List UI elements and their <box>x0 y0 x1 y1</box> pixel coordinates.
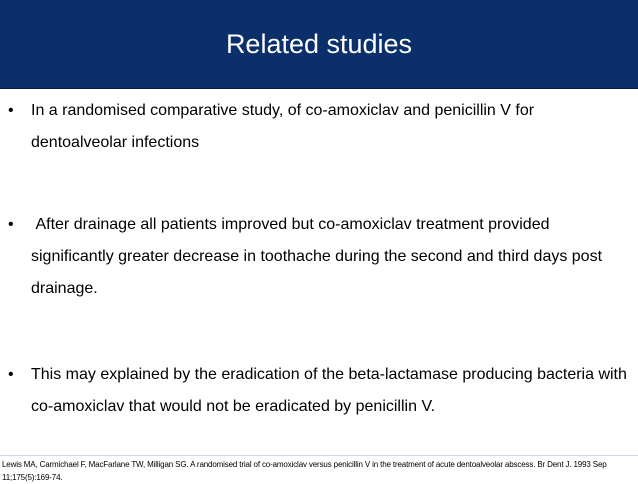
bullet-text: In a randomised comparative study, of co-amoxiclav and penicillin V for dentoalveolar infections <box>31 102 535 151</box>
title-bar <box>0 0 638 89</box>
bullet-marker: • <box>8 216 14 233</box>
bullet-text: This may explained by the eradication of the beta-lactamase producing bacteria with co-amoxiclav that would not be eradicated by penicillin V. <box>31 366 627 415</box>
slide-title: Related studies <box>225 29 413 59</box>
bullet-text: After drainage all patients improved but co-amoxiclav treatment provided significantly greater decrease in toothache during the second and third days post drainage. <box>31 216 607 297</box>
bullet-marker: • <box>8 102 14 119</box>
footer-divider <box>0 455 638 456</box>
bullet-marker: • <box>8 366 14 383</box>
citation-reference: Lewis MA, Carmichael F, MacFarlane TW, Milligan SG. A randomised trial of co-amoxiclav versus penicillin V in the treatment of acute dentoalveolar abscess. Br Dent J. 1993 Sep 11;175(5):169-74. <box>2 460 607 482</box>
